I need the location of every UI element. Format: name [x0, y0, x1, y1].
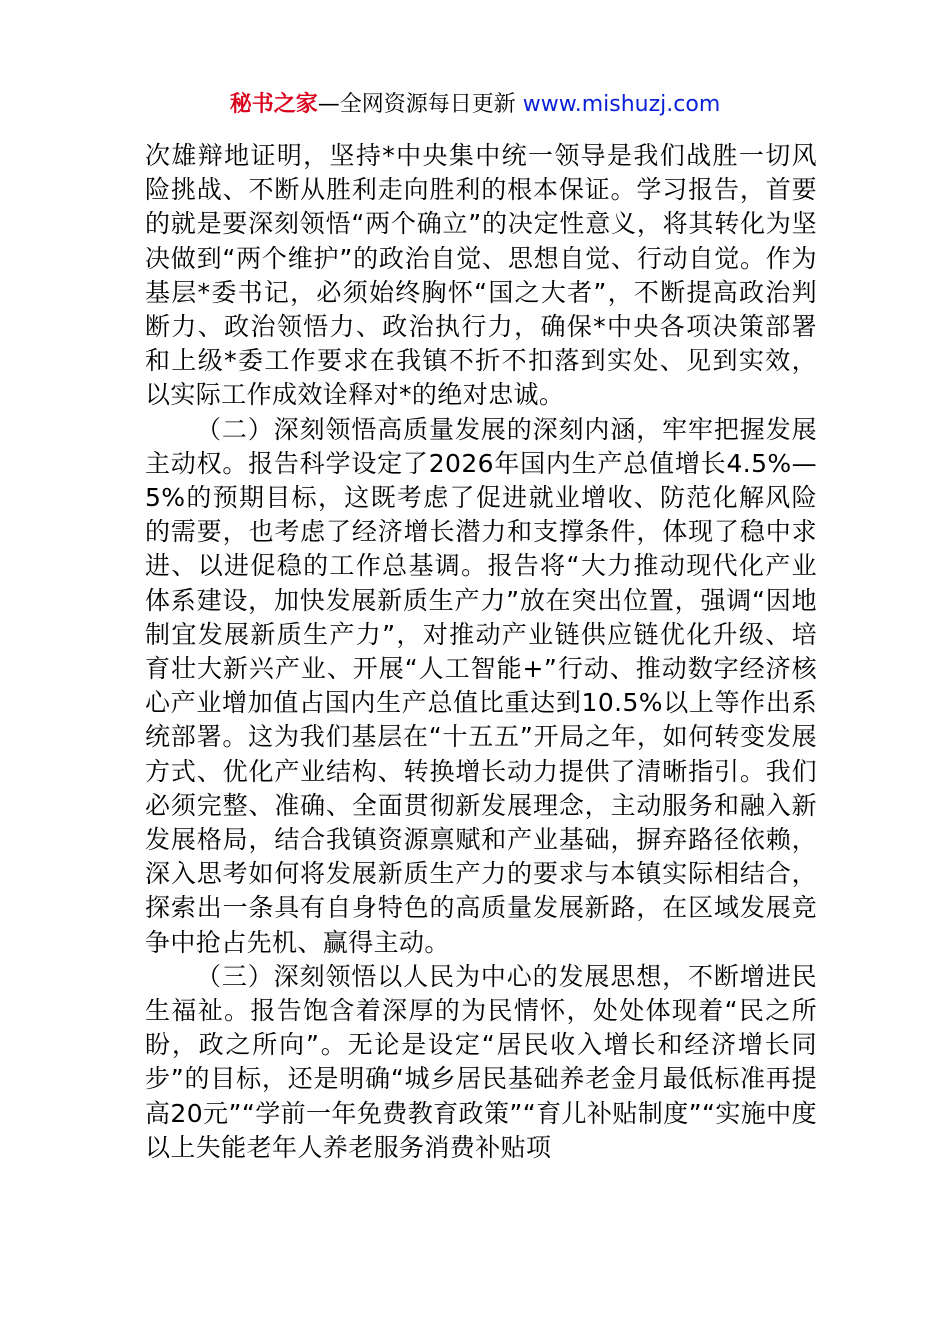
site-url-link[interactable]: www.mishuzj.com — [522, 92, 721, 117]
paragraph-continuation: 次雄辩地证明，坚持*中央集中统一领导是我们战胜一切风险挑战、不断从胜利走向胜利的根本保证。学习报告，首要的就是要深刻领悟“两个确立”的决定性意义，将其转化为坚决做到“两个维护”的政治自觉、思想自觉、行动自觉。作为基层*委书记，必须始终胸怀“国之大者”，不断提高政治判断力、政治领悟力、政治执行力，确保*中央各项决策部署和上级*委工作要求在我镇不折不扣落到实处、见到实效，以实际工作成效诠释对*的绝对忠诚。 — [145, 141, 817, 410]
site-header — [0, 88, 950, 122]
site-brand: 秘书之家 — [229, 92, 318, 117]
paragraph-section-2: （二）深刻领悟高质量发展的深刻内涵，牢牢把握发展主动权。报告科学设定了2026年国内生产总值增长4.5%—5%的预期目标，这既考虑了促进就业增收、防范化解风险的需要，也考虑了经济增长潜力和支撑条件，体现了稳中求进、以进促稳的工作总基调。报告将“大力推动现代化产业体系建设，加快发展新质生产力”放在突出位置，强调“因地制宜发展新质生产力”，对推动产业链供应链优化升级、培育壮大新兴产业、开展“人工智能+”行动、推动数字经济核心产业增加值占国内生产总值比重达到10.5%以上等作出系统部署。这为我们基层在“十五五”开局之年，如何转变发展方式、优化产业结构、转换增长动力提供了清晰指引。我们必须完整、准确、全面贯彻新发展理念，主动服务和融入新发展格局，结合我镇资源禀赋和产业基础，摒弃路径依赖，深入思考如何将发展新质生产力的要求与本镇实际相结合，探索出一条具有自身特色的高质量发展新路，在区域发展竞争中抢占先机、赢得主动。 — [145, 414, 817, 957]
document-body — [145, 139, 817, 1165]
site-tagline: —全网资源每日更新 — [317, 92, 523, 117]
paragraph-section-3: （三）深刻领悟以人民为中心的发展思想，不断增进民生福祉。报告饱含着深厚的为民情怀，处处体现着“民之所盼，政之所向”。无论是设定“居民收入增长和经济增长同步”的目标，还是明确“城乡居民基础养老金月最低标准再提高20元”“学前一年免费教育政策”“育儿补贴制度”“实施中度以上失能老年人养老服务消费补贴项 — [145, 961, 817, 1162]
